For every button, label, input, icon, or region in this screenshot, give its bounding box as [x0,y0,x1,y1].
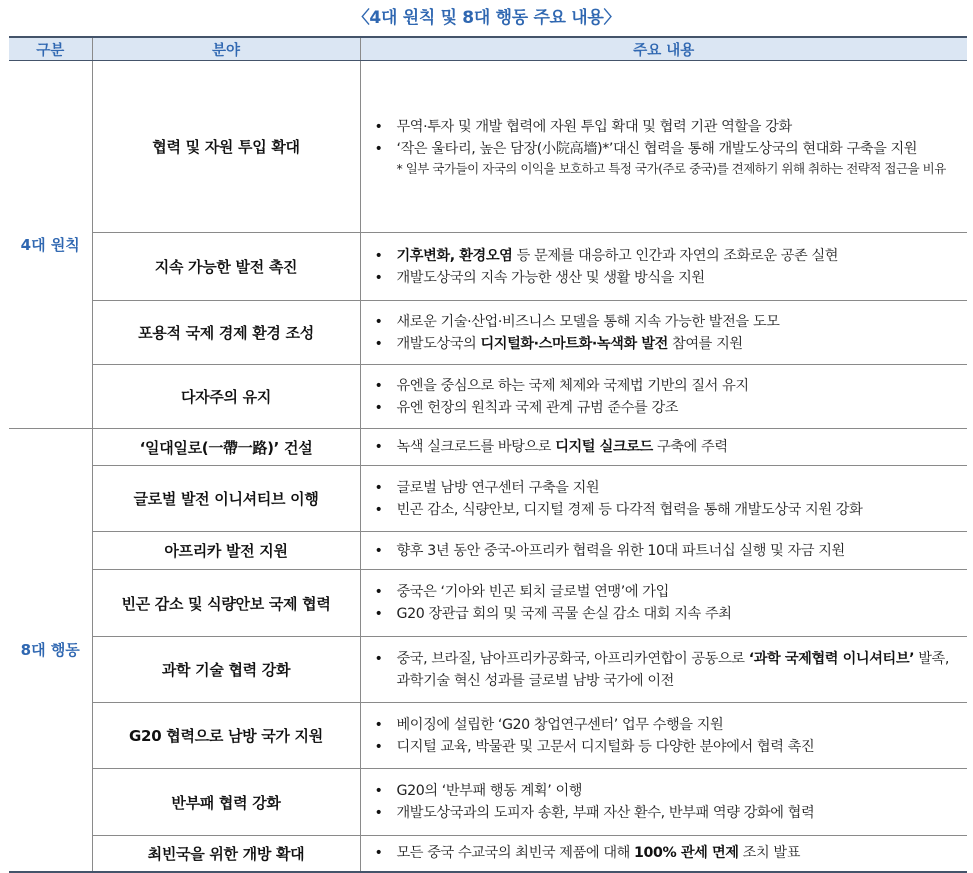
item-text: 발족, 과학기술 혁신 성과를 글로벌 남방 국가에 이전 [396,650,949,689]
table-row [9,532,967,570]
table-row [9,466,967,532]
item-text: 개발도상국의 [396,335,481,352]
item-text: 녹색 실크로드를 바탕으로 [396,439,556,455]
field-cell: 글로벌 발전 이니셔티브 이행 [92,466,360,532]
table-row [9,301,967,365]
content-cell [360,301,967,365]
table-row [9,61,967,233]
list-item: • 개발도상국의 지속 가능한 생산 및 생활 방식을 지원 [371,267,962,289]
list-item [371,333,962,355]
field-cell: 빈곤 감소 및 식량안보 국제 협력 [92,570,360,637]
field-cell: 최빈국을 위한 개방 확대 [92,836,360,872]
list-item: • 새로운 기술·산업·비즈니스 모델을 통해 지속 가능한 발전을 도모 [371,311,962,333]
header-category: 구분 [9,37,92,61]
content-cell [360,429,967,466]
table-row [9,637,967,703]
content-cell [360,532,967,570]
list-item: • 중국은 ‘기아와 빈곤 퇴치 글로벌 연맹’에 가입 [371,581,962,603]
list-item: • 글로벌 남방 연구센터 구축을 지원 [371,477,962,499]
header-content: 주요 내용 [360,37,967,61]
header-row [9,37,967,61]
content-cell [360,570,967,637]
list-item: • 베이징에 설립한 ‘G20 창업연구센터’ 업무 수행을 지원 [371,714,962,736]
list-item: • 유엔을 중심으로 하는 국제 체제와 국제법 기반의 질서 유지 [371,375,962,397]
item-text: 조치 발표 [738,845,801,862]
bold-text: 디지털화·스마트화·녹색화 발전 [480,335,668,352]
content-cell [360,836,967,872]
field-cell: 협력 및 자원 투입 확대 [92,61,360,233]
list-item: • 디지털 교육, 박물관 및 고문서 디지털화 등 다양한 분야에서 협력 촉진 [371,736,962,758]
list-item: • 개발도상국과의 도피자 송환, 부패 자산 환수, 반부패 역량 강화에 협력 [371,802,962,824]
field-cell: 포용적 국제 경제 환경 조성 [92,301,360,365]
content-cell [360,637,967,703]
content-cell [360,61,967,233]
bold-text: 기후변화, 환경오염 [396,247,513,264]
item-text: 등 문제를 대응하고 인간과 자연의 조화로운 공존 실현 [512,247,839,264]
list-item: • 향후 3년 동안 중국-아프리카 협력을 위한 10대 파트너십 실행 및 자금 지원 [371,540,962,562]
list-item: • G20 장관급 회의 및 국제 곡물 손실 감소 대회 지속 주최 [371,603,962,625]
item-text: 중국, 브라질, 남아프리카공화국, 아프리카연합이 공동으로 [396,650,749,667]
list-item [371,842,962,864]
content-cell [360,365,967,429]
list-item: • 유엔 헌장의 원칙과 국제 관계 규범 준수를 강조 [371,397,962,419]
table-row [9,365,967,429]
content-cell [360,466,967,532]
header-field: 분야 [92,37,360,61]
item-text: 구축에 주력 [652,439,728,455]
item-text: 참여를 지원 [667,335,743,352]
list-item [371,648,962,692]
content-cell [360,703,967,769]
bold-text: 디지털 실크로드 [555,439,653,455]
content-cell [360,769,967,836]
table-row [9,570,967,637]
field-cell: G20 협력으로 남방 국가 지원 [92,703,360,769]
field-cell: 과학 기술 협력 강화 [92,637,360,703]
field-cell: 반부패 협력 강화 [92,769,360,836]
list-item: • 빈곤 감소, 식량안보, 디지털 경제 등 다각적 협력을 통해 개발도상국 지원 강화 [371,499,962,521]
table-row [9,836,967,872]
list-item: • ‘작은 울타리, 높은 담장(小院高墻)*’대신 협력을 통해 개발도상국의 현대화 구축을 지원 [371,138,962,160]
bold-text: ‘과학 국제협력 이니셔티브’ [748,650,915,667]
field-cell: 다자주의 유지 [92,365,360,429]
table-row [9,703,967,769]
table-row [9,429,967,466]
bold-text: 100% 관세 면제 [634,845,739,862]
list-item: • 무역·투자 및 개발 협력에 자원 투입 확대 및 협력 기관 역할을 강화 [371,116,962,138]
field-cell: 아프리카 발전 지원 [92,532,360,570]
category-principles: 4대 원칙 [9,61,92,429]
policy-table [9,36,967,873]
item-text: 모든 중국 수교국의 최빈국 제품에 대해 [396,845,635,862]
category-actions: 8대 행동 [9,429,92,872]
list-item: • G20의 ‘반부패 행동 계획’ 이행 [371,780,962,802]
list-item [371,245,962,267]
table-title: 〈4대 원칙 및 8대 행동 주요 내용〉 [352,8,621,28]
field-cell: ‘일대일로(一帶一路)’ 건설 [92,429,360,466]
content-cell [360,233,967,301]
table-row [9,233,967,301]
table-row [9,769,967,836]
footnote: * 일부 국가들이 자국의 이익을 보호하고 특정 국가(주로 중국)를 견제하기 위해 취하는 전략적 접근을 비유 [396,160,946,176]
list-item [371,436,962,458]
field-cell: 지속 가능한 발전 촉진 [92,233,360,301]
